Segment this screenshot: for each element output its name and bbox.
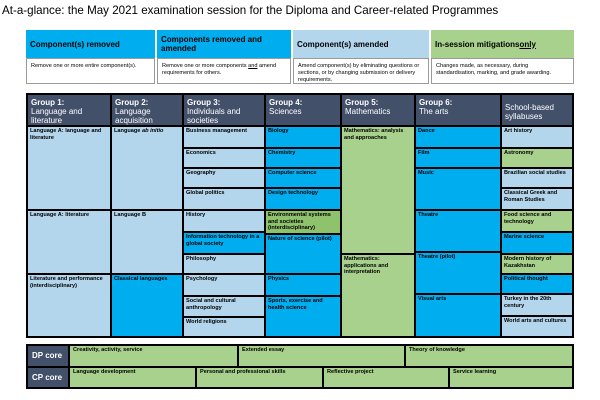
subject-political-thought: Political thought (502, 275, 572, 293)
subject-theatre: Theatre (416, 211, 500, 251)
subject-theatre-pilot: Theatre (pilot) (416, 253, 500, 293)
group-name: Language acquisition (115, 107, 153, 125)
subject-language-ab-initio (112, 127, 182, 209)
group-number: Group 5: (345, 98, 379, 107)
cp-core-label: CP core (28, 368, 68, 387)
core-reflective-project: Reflective project (324, 368, 448, 387)
legend-removed-heading (26, 30, 155, 58)
subject-design-technology: Design technology (266, 189, 340, 209)
dp-core-label: DP core (28, 346, 68, 366)
legend-amended-desc: Amend component(s) by eliminating questions or sections, or by changing submission or delivery requirements. (293, 58, 429, 84)
subject-literature-performance: Literature and performance (interdisciplinary) (28, 275, 110, 336)
group-5-column (342, 95, 414, 336)
subject-philosophy: Philosophy (184, 255, 264, 273)
subject-geography: Geography (184, 169, 264, 187)
group-6-column (416, 95, 500, 336)
core-tok: Theory of knowledge (406, 346, 572, 366)
subject-film: Film (416, 149, 500, 167)
core-service-learning: Service learning (450, 368, 572, 387)
subject-ess: Environmental systems and societies (interdisciplinary) (266, 211, 340, 233)
subject-sehs: Sports, exercise and health science (266, 297, 340, 336)
legend-mitigations-desc: Changes made, as necessary, during standardisation, marking, and grade awarding. (431, 58, 574, 84)
subject-turkey-20th-century: Turkey in the 20th century (502, 295, 572, 315)
subject-math-aa: Mathematics: analysis and approaches (342, 127, 414, 253)
subject-marine-science: Marine science (502, 233, 572, 253)
subject-psychology: Psychology (184, 275, 264, 295)
group-name: Language and literature (31, 107, 83, 125)
group-number: Group 1: (31, 98, 65, 107)
subject-biology: Biology (266, 127, 340, 147)
subject-classical-languages: Classical languages (112, 275, 182, 336)
group-2-header (112, 95, 182, 125)
group-2-column (112, 95, 182, 336)
group-5-header (342, 95, 414, 125)
sbs-header: School-based syllabuses (502, 95, 572, 125)
subject-grid (26, 93, 574, 338)
subject-food-science: Food science and technology (502, 211, 572, 231)
group-4-header (266, 95, 340, 125)
legend-removed-desc: Remove one or more entire component(s). (26, 58, 155, 84)
group-number: Group 4: (269, 98, 303, 107)
legend-mitigations-heading-underline: only (519, 39, 536, 49)
core-language-development: Language development (70, 368, 195, 387)
group-name: Individuals and societies (187, 107, 241, 125)
subject-computer-science: Computer science (266, 169, 340, 187)
core-section (26, 344, 574, 389)
subject-visual-arts: Visual arts (416, 295, 500, 336)
core-extended-essay: Extended essay (239, 346, 404, 366)
group-4-column (266, 95, 340, 336)
subject-text: Language (114, 128, 142, 134)
subject-astronomy: Astronomy (502, 149, 572, 167)
core-personal-professional-skills: Personal and professional skills (197, 368, 322, 387)
legend-mitigations-heading (431, 30, 574, 58)
legend-desc-underline: and (248, 63, 258, 69)
subject-itgs: Information technology in a global society (184, 233, 264, 253)
group-1-header (28, 95, 110, 125)
subject-physics: Physics (266, 275, 340, 295)
group-number: Group 2: (115, 98, 149, 107)
group-3-header (184, 95, 264, 125)
legend-removed-heading-text: Component(s) removed (30, 39, 120, 49)
group-1-column (28, 95, 110, 336)
legend-desc-pre: Remove one or more components (162, 63, 249, 69)
subject-nature-of-science: Nature of science (pilot) (266, 235, 340, 273)
subject-modern-history-kazakhstan: Modern history of Kazakhstan (502, 255, 572, 273)
group-name: Mathematics (345, 107, 391, 116)
legend-desc-post: amend requirements for others. (162, 63, 277, 76)
subject-world-religions: World religions (184, 318, 264, 336)
group-name: Sciences (269, 107, 302, 116)
subject-social-cultural-anthropology: Social and cultural anthropology (184, 297, 264, 316)
legend-amended-heading (293, 30, 429, 58)
subject-language-b: Language B (112, 211, 182, 273)
subject-music: Music (416, 169, 500, 209)
group-number: Group 6: (419, 98, 453, 107)
group-name: The arts (419, 107, 449, 116)
group-3-column (184, 95, 264, 336)
subject-text-italic: ab initio (141, 128, 164, 134)
subject-lang-a-literature: Language A: literature (28, 211, 110, 273)
sbs-column (502, 95, 572, 336)
legend-amended-heading-text: Component(s) amended (297, 39, 389, 49)
subject-economics: Economics (184, 149, 264, 167)
subject-classical-greek-roman: Classical Greek and Roman Studies (502, 189, 572, 209)
group-number: Group 3: (187, 98, 221, 107)
subject-dance: Dance (416, 127, 500, 147)
subject-history: History (184, 211, 264, 231)
subject-world-arts-cultures: World arts and cultures (502, 317, 572, 336)
subject-lang-a-lang-lit: Language A: language and literature (28, 127, 110, 209)
legend-removed-amended-heading (157, 30, 291, 58)
group-6-header (416, 95, 500, 125)
subject-business-management: Business management (184, 127, 264, 147)
core-cas: Creativity, activity, service (70, 346, 237, 366)
subject-math-ai: Mathematics: applications and interpretation (342, 255, 414, 336)
page-title: At-a-glance: the May 2021 examination session for the Diploma and Career-related Programmes (2, 4, 499, 17)
legend-mitigations-heading-text: In-session mitigations (435, 39, 520, 49)
subject-global-politics: Global politics (184, 189, 264, 209)
subject-art-history: Art history (502, 127, 572, 147)
legend-removed-amended-desc (157, 58, 291, 84)
subject-chemistry: Chemistry (266, 149, 340, 167)
legend-removed-amended-heading-text: Components removed and amended (161, 35, 262, 53)
subject-brazilian-social-studies: Brazilian social studies (502, 169, 572, 187)
